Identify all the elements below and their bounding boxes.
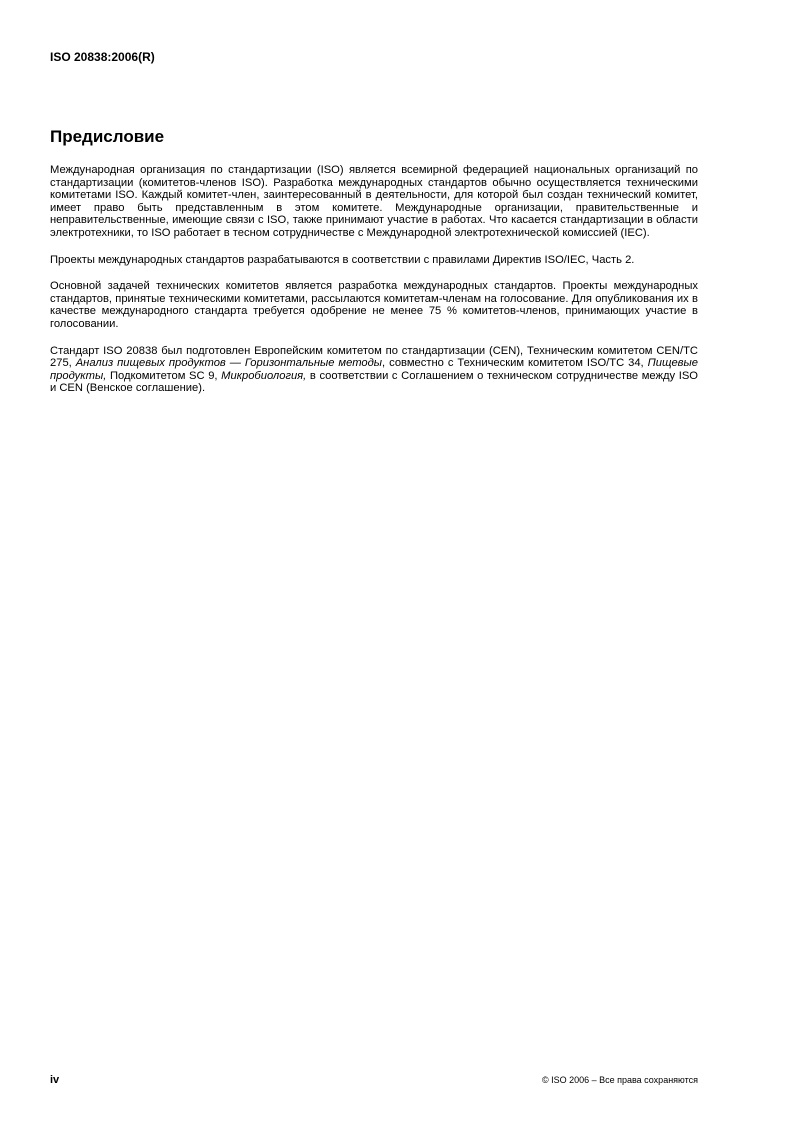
paragraph-text: , совместно с Техническим комитетом ISO/TC 34, [382,357,648,370]
document-identifier: ISO 20838:2006(R) [50,50,155,64]
paragraph-standard-preparation [50,345,698,395]
section-title: Предисловие [50,127,165,146]
paragraph-text: в соответствии с Соглашением о техническом сотрудничестве между ISO и CEN (Венское соглашение). [50,369,698,395]
foreword-section [50,127,698,409]
italic-committee-title: Анализ пищевых продуктов — Горизонтальные методы [75,357,383,370]
paragraph-text: Подкомитетом SC 9, [106,369,222,382]
paragraph-iso-organization: Международная организация по стандартизации (ISO) является всемирной федерацией национальных организаций по стандартизации (комитетов-членов ISO). Разработка международных стандартов обычно осуществляется техническими комитетами ISO. Каждый комитет-член, заинтересованный в деятельности, для которой был создан технический комитет, имеет право быть представленным в этом комитете. Международные организации, правительственные и неправительственные, имеющие связи с ISO, также принимают участие в работах. Что касается стандартизации в области электротехники, то ISO работает в тесном сотрудничестве с Международной электротехнической комиссией (IEC). [50,164,698,239]
copyright-notice: © ISO 2006 – Все права сохраняются [541,1075,698,1085]
page-number: iv [50,1074,60,1086]
italic-committee-title: Пищевые продукты, [50,357,698,382]
paragraph-text: Стандарт ISO 20838 был подготовлен Европейским комитетом по стандартизации (CEN), Техническим комитетом CEN/TC 275, [50,344,698,370]
italic-subcommittee-title: Микробиология, [221,369,307,382]
paragraph-committee-task: Основной задачей технических комитетов является разработка международных стандартов. Проекты международных стандартов, принятые техническими комитетами, рассылаются комитетам-членам на голосование. Для опубликования их в качестве международного стандарта требуется одобрение не менее 75 % комитетов-членов, принимающих участие в голосовании. [50,280,698,330]
paragraph-directives: Проекты международных стандартов разрабатываются в соответствии с правилами Директив ISO/IEC, Часть 2. [50,253,635,266]
